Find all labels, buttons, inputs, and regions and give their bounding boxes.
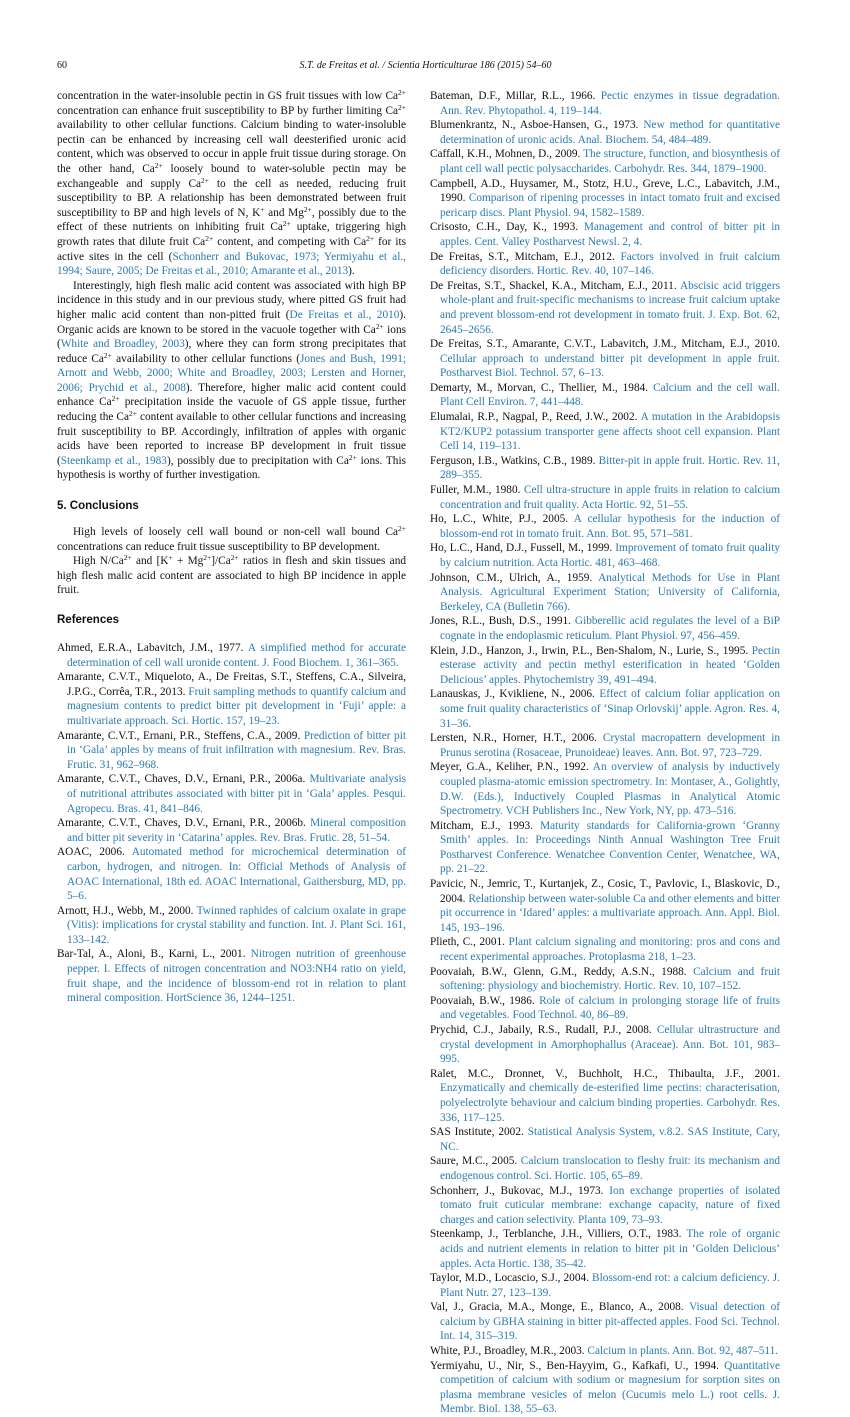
reference-item	[430, 147, 780, 176]
reference-authors: Campbell, A.D., Huysamer, M., Stotz, H.U., Greve, L.C., Labavitch, J.M., 1990.	[430, 177, 780, 205]
reference-item	[430, 541, 780, 570]
reference-list-left	[57, 641, 406, 1006]
reference-item	[430, 1271, 780, 1300]
reference-authors: Amarante, C.V.T., Chaves, D.V., Ernani, P.R., 2006b.	[57, 817, 311, 830]
reference-authors: Taylor, M.D., Locascio, S.J., 2004.	[430, 1272, 593, 1285]
reference-authors: Johnson, C.M., Ulrich, A., 1959.	[430, 571, 599, 584]
reference-authors: Saure, M.C., 2005.	[430, 1155, 521, 1168]
reference-item	[430, 1227, 780, 1271]
page-number: 60	[57, 60, 67, 71]
reference-item	[430, 454, 780, 483]
reference-link[interactable]: The role of organic acids and nutrient elements in relation to bitter pit in ‘Golden Delicious’ apples. Acta Hortic. 138, 35–42.	[440, 1228, 780, 1270]
conclusions-heading: 5. Conclusions	[57, 500, 139, 513]
reference-item	[430, 644, 780, 688]
reference-authors: Klein, J.D., Hanzon, J., Irwin, P.L., Ben-Shalom, N., Lurie, S., 1995.	[430, 644, 752, 657]
reference-link[interactable]: Effect of calcium foliar application on some fruit quality characteristics of ‘Sinap Orlovskij’ apple. Agron. Res. 4, 31–36.	[440, 688, 780, 730]
reference-item	[430, 337, 780, 381]
reference-link[interactable]: Mineral composition and bitter pit severity in ‘Catarina’ apples. Rev. Bras. Frutic. 28, 51–54.	[67, 817, 406, 844]
reference-authors: Ferguson, I.B., Watkins, C.B., 1989.	[430, 454, 599, 467]
reference-item	[430, 1344, 780, 1359]
conclusion-paragraph-2: High $N/Ca^{2+}$ and $[K^+ + Mg^{2+}]/Ca^{2+}$ ratios in flesh and skin tissues and high flesh malic acid content are associated to high BP incidence in apple fruit.	[57, 553, 406, 597]
reference-authors: Blumenkrantz, N., Asboe-Hansen, G., 1973.	[430, 119, 644, 132]
reference-item	[430, 731, 780, 760]
reference-item	[57, 845, 406, 903]
reference-authors: Bateman, D.F., Millar, R.L., 1966.	[430, 90, 601, 102]
reference-authors: Ralet, M.C., Dronnet, V., Buchholt, H.C., Thibaulta, J.F., 2001.	[430, 1067, 780, 1080]
reference-item	[57, 670, 406, 728]
reference-link[interactable]: Enzymatically and chemically de-esterified lime pectins: characterisation, polyelectrolyte behaviour and calcium binding properties. Carbohydr. Res. 336, 117–125.	[440, 1082, 780, 1124]
reference-link[interactable]: Analytical Methods for Use in Plant Analysis. Agricultural Experiment Station; University of California, Berkeley, CA (Bulletin 766).	[440, 571, 780, 613]
reference-authors: Prychid, C.J., Jabaily, R.S., Rudall, P.J., 2008.	[430, 1024, 657, 1036]
reference-item	[430, 877, 780, 935]
reference-link[interactable]: Cellular approach to understand bitter pit development in apple fruit. Postharvest Biol. Technol. 57, 6–13.	[440, 352, 780, 380]
reference-item	[430, 1023, 780, 1067]
page-header	[57, 60, 794, 74]
reference-link[interactable]: Calcium translocation to fleshy fruit: its mechanism and endogenous control. Sci. Hortic. 105, 65–89.	[440, 1155, 780, 1182]
reference-authors: Arnott, H.J., Webb, M., 2000.	[57, 904, 197, 917]
reference-link[interactable]: Plant calcium signaling and monitoring: pros and cons and recent experimental approaches. Protoplasma 218, 1–23.	[440, 936, 780, 964]
right-column	[430, 89, 780, 1417]
reference-link[interactable]: Role of calcium in prolonging storage life of fruits and vegetables. Food Technol. 40, 86–89.	[440, 994, 780, 1022]
reference-item	[430, 512, 780, 541]
reference-authors: Caffall, K.H., Mohnen, D., 2009.	[430, 148, 584, 161]
reference-link[interactable]: Crystal macropattern development in Prunus serotina (Rosaceae, Prunoideae) leaves. Ann. Bot. 97, 723–729.	[440, 732, 780, 759]
references-heading: References	[57, 614, 120, 626]
reference-authors: Crisosto, C.H., Day, K., 1993.	[430, 221, 584, 234]
reference-link[interactable]: Calcium and the cell wall. Plant Cell Environ. 7, 441–448.	[440, 381, 780, 409]
reference-item	[430, 220, 780, 249]
reference-link[interactable]: New method for quantitative determination of uronic acids. Anal. Biochem. 54, 484–489.	[440, 119, 780, 146]
reference-item	[57, 772, 406, 816]
reference-link[interactable]: Factors involved in fruit calcium deficiency disorders. Hortic. Rev. 40, 107–146.	[440, 250, 780, 278]
reference-authors: SAS Institute, 2002.	[430, 1126, 528, 1139]
reference-link[interactable]: The structure, function, and biosynthesis of plant cell wall pectic polysaccharides. Carbohydr. Res. 344, 1879–1900.	[440, 148, 780, 175]
reference-authors: Schonherr, J., Bukovac, M.J., 1973.	[430, 1184, 610, 1197]
reference-link[interactable]: Cellular ultrastructure and crystal development in Amorphophallus (Araceae). Ann. Bot. 101, 983–995.	[440, 1024, 780, 1066]
reference-link[interactable]: Nitrogen nutrition of greenhouse pepper. I. Effects of nitrogen concentration and NO3:NH4 ratio on yield, fruit shape, and the incidence of blossom-end rot in relation to plant mineral composition. HortScience 36, 1244–1251.	[67, 948, 406, 1005]
reference-authors: Yermiyahu, U., Nir, S., Ben-Hayyim, G., Kafkafi, U., 1994.	[430, 1359, 725, 1372]
reference-authors: Steenkamp, J., Terblanche, J.H., Villiers, O.T., 1983.	[430, 1228, 687, 1241]
reference-link[interactable]: Automated method for microchemical determination of carbon, hydrogen, and nitrogen. In: Official Methods of Analysis of AOAC International, 18th ed. AOAC International, Gaithersburg, MD, pp. 5–6.	[67, 846, 406, 903]
citation-link[interactable]: White and Broadley, 2003	[60, 338, 185, 351]
reference-authors: Lanauskas, J., Kvikliene, N., 2006.	[430, 688, 600, 701]
reference-link[interactable]: Maturity standards for California-grown ‘Granny Smith’ apples. In: Proceedings Ninth Annual Washington Tree Fruit Postharvest Conference. Wenatchee Convention Center, Wenatchee, WA, pp. 21–22.	[440, 819, 780, 876]
reference-authors: Bar-Tal, A., Aloni, B., Karni, L., 2001.	[57, 948, 251, 961]
reference-link[interactable]: Multivariate analysis of nutritional attributes associated with bitter pit in ‘Gala’ apples. Pesqui. Agropecu. Bras. 41, 841–846.	[67, 773, 406, 815]
reference-link[interactable]: Calcium in plants. Ann. Bot. 92, 487–511.	[587, 1345, 779, 1358]
reference-link[interactable]: Statistical Analysis System, v.8.2. SAS Institute, Cary, NC.	[440, 1126, 780, 1153]
reference-authors: Amarante, C.V.T., Miqueloto, A., De Freitas, S.T., Steffens, C.A., Silveira, J.P.G., Corrêa, T.R., 2013.	[57, 671, 406, 698]
citation-link[interactable]: Steenkamp et al., 1983	[60, 454, 167, 467]
reference-link[interactable]: Cell ultra-structure in apple fruits in relation to calcium concentration and fruit quality. Acta Hortic. 92, 51–55.	[440, 484, 780, 511]
reference-link[interactable]: An overview of analysis by inductively coupled plasma-atomic emission spectrometry. In: Montaser, A., Golightly, D.W. (Eds.), Inductively Coupled Plasmas in Analytical Atomic Spectrometry. VCH Publishers Inc., New York, NY, pp. 473–516.	[440, 761, 781, 818]
reference-authors: Meyer, G.A., Keliher, P.N., 1992.	[430, 761, 593, 774]
reference-authors: Ho, L.C., Hand, D.J., Fussell, M., 1999.	[430, 542, 616, 555]
reference-item	[430, 1300, 780, 1344]
reference-item	[430, 935, 780, 964]
reference-item	[430, 819, 780, 877]
reference-item	[430, 118, 780, 147]
reference-link[interactable]: Management and control of bitter pit in apples. Cent. Valley Postharvest Newsl. 2, 4.	[440, 221, 780, 248]
reference-authors: Elumalai, R.P., Nagpal, P., Reed, J.W., 2002.	[430, 411, 641, 424]
left-column	[57, 89, 406, 1006]
reference-authors: Poovaiah, B.W., Glenn, G.M., Reddy, A.S.N., 1988.	[430, 965, 694, 978]
reference-item	[57, 729, 406, 773]
reference-item	[430, 1359, 780, 1417]
citation-link[interactable]: Jones and Bush, 1991; Arnott and Webb, 2000; White and Broadley, 2003; Lersten and Horner, 2006; Prychid et al., 2008	[57, 352, 406, 394]
reference-item	[430, 89, 780, 118]
reference-authors: Lersten, N.R., Horner, H.T., 2006.	[430, 732, 603, 745]
reference-item	[430, 279, 780, 337]
reference-item	[430, 381, 780, 410]
reference-authors: Fuller, M.M., 1980.	[430, 484, 524, 497]
reference-item	[57, 947, 406, 1005]
reference-authors: Ho, L.C., White, P.J., 2005.	[430, 513, 574, 526]
reference-link[interactable]: Abscisic acid triggers whole-plant and fruit-specific mechanisms to increase fruit calcium uptake and prevent blossom-end rot development in tomato fruit. J. Exp. Bot. 62, 2645–2656.	[440, 279, 780, 336]
reference-authors: White, P.J., Broadley, M.R., 2003.	[430, 1345, 588, 1358]
reference-link[interactable]: Bitter-pit in apple fruit. Hortic. Rev. 11, 289–355.	[440, 454, 780, 482]
reference-link[interactable]: Calcium and fruit softening: physiology and biochemistry. Hortic. Rev. 10, 107–152.	[440, 965, 781, 993]
reference-authors: De Freitas, S.T., Shackel, K.A., Mitcham, E.J., 2011.	[430, 279, 680, 292]
reference-item	[57, 904, 406, 948]
running-head: S.T. de Freitas et al. / Scientia Horticulturae 186 (2015) 54–60	[299, 60, 552, 71]
reference-item	[430, 1067, 780, 1125]
reference-item	[430, 483, 780, 512]
reference-link[interactable]: A mutation in the Arabidopsis KT2/KUP2 potassium transporter gene affects shoot cell expansion. Plant Cell 14, 119–131.	[440, 411, 780, 453]
reference-link[interactable]: Gibberellic acid regulates the level of a BiP cognate in the endoplasmic reticulum. Plant Physiol. 97, 456–459.	[440, 615, 780, 642]
reference-link[interactable]: Pectin esterase activity and pectin methyl esterification in heated ‘Golden Delicious’ apples. Phytochemistry 39, 491–494.	[440, 644, 780, 686]
reference-authors: De Freitas, S.T., Mitcham, E.J., 2012.	[430, 250, 621, 263]
reference-item	[430, 1125, 780, 1154]
reference-authors: Amarante, C.V.T., Chaves, D.V., Ernani, P.R., 2006a.	[57, 773, 310, 786]
reference-authors: Jones, R.L., Bush, D.S., 1991.	[430, 615, 575, 628]
reference-item	[430, 1154, 780, 1183]
reference-link[interactable]: Relationship between water-soluble Ca and other elements and bitter pit occurrence in ‘Idared’ apples: a multivariate approach. Ann. Appl. Biol. 145, 193–196.	[440, 892, 781, 934]
reference-item	[430, 1184, 780, 1228]
reference-item	[430, 410, 780, 454]
reference-authors: Val, J., Gracia, M.A., Monge, E., Blanco, A., 2008.	[430, 1301, 690, 1314]
paragraph-malic-acid: Interestingly, high flesh malic acid content was associated with high BP incidence in this study and in our previous study, where pitted GS fruit had higher malic acid content than non-pitted fruit (De Freitas et al., 2010). Organic acids are known to be stored in the vacuole together with $Ca^{2+}$ ions (White and Broadley, 2003), where they can form strong precipitates that reduce $Ca^{2+}$ availability to other cellular functions (Jones and Bush, 1991; Arnott and Webb, 2000; White and Broadley, 2003; Lersten and Horner, 2006; Prychid et al., 2008). Therefore, higher malic acid content could enhance $Ca^{2+}$ precipitation inside the vacuole of GS apple tissue, further reducing the $Ca^{2+}$ content available to other cellular functions and increasing fruit susceptibility to BP. Accordingly, infiltration of apples with organic acids have been reported to increase BP development in fruit tissue (Steenkamp et al., 1983), possibly due to precipitation with $Ca^{2+}$ ions. This hypothesis is worthy of further investigation.	[57, 279, 407, 482]
reference-link[interactable]: Twinned raphides of calcium oxalate in grape (Vitis): implications for crystal stability and function. Int. J. Plant Sci. 161, 133–142.	[67, 904, 406, 946]
reference-item	[430, 177, 780, 221]
reference-link[interactable]: Blossom-end rot: a calcium deficiency. J. Plant Nutr. 27, 123–139.	[440, 1272, 780, 1299]
reference-link[interactable]: Prediction of bitter pit in ‘Gala’ apples by means of fruit infiltration with magnesium. Rev. Bras. Frutic. 31, 962–968.	[67, 729, 406, 771]
reference-link[interactable]: Ion exchange properties of isolated tomato fruit cuticular membrane: exchange capacity, nature of fixed charges and cation selectivity. Planta 109, 73–93.	[440, 1184, 780, 1226]
reference-link[interactable]: A cellular hypothesis for the induction of blossom-end rot in tomato fruit. Ann. Bot. 95, 571–581.	[440, 513, 781, 540]
reference-link[interactable]: Quantitative competition of calcium with sodium or magnesium for sorption sites on plasma membrane vesicles of melon (Cucumis melo L.) root cells. J. Membr. Biol. 138, 55–63.	[440, 1359, 780, 1416]
reference-link[interactable]: A simplified method for accurate determination of cell wall uronide content. J. Food Biochem. 1, 361–365.	[67, 642, 406, 669]
reference-item	[57, 641, 406, 670]
reference-item	[430, 687, 780, 731]
reference-item	[430, 965, 780, 994]
reference-authors: De Freitas, S.T., Amarante, C.V.T., Labavitch, J.M., Mitcham, E.J., 2010.	[430, 338, 780, 351]
reference-authors: Mitcham, E.J., 1993.	[430, 819, 541, 832]
reference-authors: Pavicic, N., Jemric, T., Kurtanjek, Z., Cosic, T., Pavlovic, I., Blaskovic, D., 2004.	[430, 878, 780, 905]
reference-authors: Poovaiah, B.W., 1986.	[430, 994, 540, 1007]
reference-link[interactable]: Visual detection of calcium by GBHA staining in bitter pit-affected apples. Food Sci. Technol. Int. 14, 315–319.	[440, 1301, 781, 1343]
reference-item	[430, 250, 780, 279]
reference-item	[57, 816, 406, 845]
reference-link[interactable]: Improvement of tomato fruit quality by calcium nutrition. Acta Hortic. 481, 463–468.	[440, 542, 780, 569]
reference-authors: Ahmed, E.R.A., Labavitch, J.M., 1977.	[57, 642, 248, 654]
reference-item	[430, 571, 780, 615]
paragraph-calcium-pectin: concentration in the water-insoluble pectin in GS fruit tissues with low $Ca^{2+}$ concentration can enhance fruit susceptibility to BP by further limiting $Ca^{2+}$ availability to other cellular functions. Calcium binding to water-insoluble pectin can be enhanced by increasing cell wall deesterified uronic acid content, which was observed to occur in apple fruit tissue during storage. On the other hand, $Ca^{2+}$ loosely bound to water-soluble pectin may be exchangeable and supply $Ca^{2+}$ to the cell as needed, reducing fruit susceptibility to BP. A relationship has been demonstrated between fruit susceptibility to BP and high levels of N, K+ and $Mg^{2+}$, possibly due to the effect of these nutrients on inhibiting fruit $Ca^{2+}$ uptake, triggering high growth rates that dilute fruit $Ca^{2+}$ content, and competing with $Ca^{2+}$ for its active sites in the cell (Schonherr and Bukovac, 1973; Yermiyahu et al., 1994; Saure, 2005; De Freitas et al., 2010; Amarante et al., 2013).	[57, 88, 407, 278]
reference-link[interactable]: Comparison of ripening processes in intact tomato fruit and excised pericarp discs. Plant Physiol. 94, 1582–1589.	[440, 192, 780, 219]
reference-item	[430, 760, 780, 818]
reference-authors: AOAC, 2006.	[57, 846, 132, 859]
reference-item	[430, 614, 780, 643]
reference-authors: Plieth, C., 2001.	[430, 936, 509, 949]
conclusion-paragraph-1: High levels of loosely cell wall bound or non-cell wall bound $Ca^{2+}$ concentrations can reduce fruit tissue susceptibility to BP development.	[57, 524, 406, 553]
reference-item	[430, 994, 780, 1023]
reference-link[interactable]: Pectic enzymes in tissue degradation. Ann. Rev. Phytopathol. 4, 119–144.	[440, 90, 780, 117]
citation-link[interactable]: Schonherr and Bukovac, 1973; Yermiyahu et al., 1994; Saure, 2005; De Freitas et al., 2010; Amarante et al., 2013	[57, 250, 406, 278]
reference-authors: Demarty, M., Morvan, C., Thellier, M., 1984.	[430, 381, 654, 394]
citation-link[interactable]: De Freitas et al., 2010	[289, 308, 400, 321]
reference-list-right	[430, 89, 780, 1417]
reference-authors: Amarante, C.V.T., Ernani, P.R., Steffens, C.A., 2009.	[57, 729, 304, 742]
reference-link[interactable]: Fruit sampling methods to quantify calcium and magnesium contents to predict bitter pit development in ‘Fuji’ apple: a multivariate approach. Sci. Hortic. 157, 19–23.	[67, 685, 406, 727]
